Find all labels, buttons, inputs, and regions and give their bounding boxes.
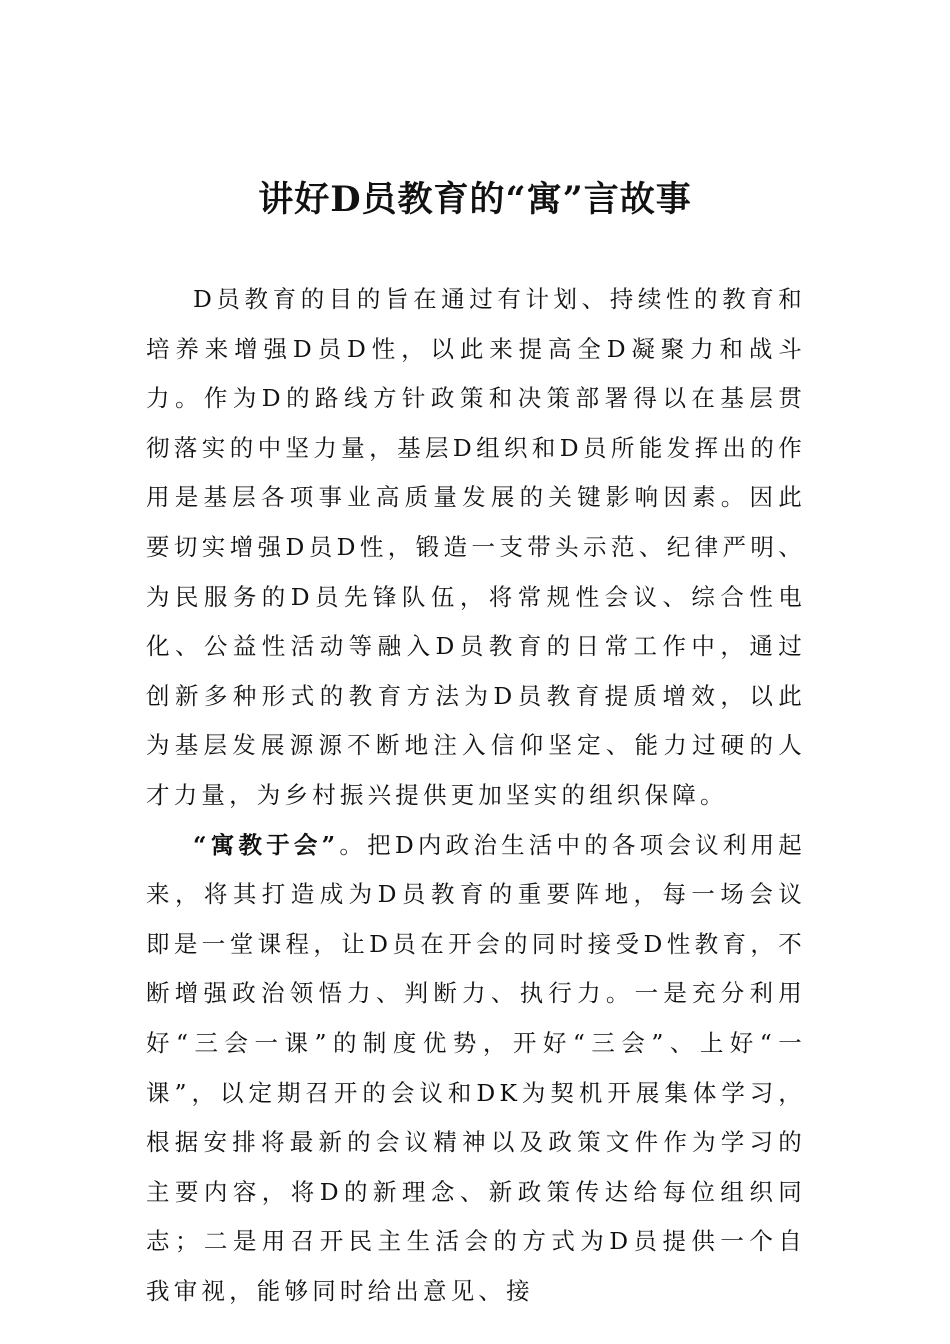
document-title: 讲好D员教育的“寓”言故事 xyxy=(258,179,692,220)
paragraph-intro xyxy=(146,275,806,821)
paragraph-meetings-lead: “寓教于会” xyxy=(193,830,340,859)
paragraph-intro-text: D员教育的目的旨在通过有计划、持续性的教育和培养来增强D员D性，以此来提高全D凝聚力和战斗力。作为D的路线方针政策和决策部署得以在基层贯彻落实的中坚力量，基层D组织和D员所能发挥出的作用是基层各项事业高质量发展的关键影响因素。因此要切实增强D员D性，锻造一支带头示范、纪律严明、为民服务的D员先锋队伍，将常规性会议、综合性电化、公益性活动等融入D员教育的日常工作中，通过创新多种形式的教育方法为D员教育提质增效，以此为基层发展源源不断地注入信仰坚定、能力过硬的人才力量，为乡村振兴提供更加坚实的组织保障。 xyxy=(146,285,806,809)
paragraph-meetings xyxy=(146,821,806,1317)
document-body xyxy=(146,275,806,1316)
paragraph-meetings-text: 。把D内政治生活中的各项会议利用起来，将其打造成为D员教育的重要阵地，每一场会议即是一堂课程，让D员在开会的同时接受D性教育，不断增强政治领悟力、判断力、执行力。一是充分利用好“三会一课”的制度优势，开好“三会”、上好“一课”，以定期召开的会议和DK为契机开展集体学习，根据安排将最新的会议精神以及政策文件作为学习的主要内容，将D的新理念、新政策传达给每位组织同志；二是用召开民主生活会的方式为D员提供一个自我审视，能够同时给出意见、接 xyxy=(146,830,806,1305)
